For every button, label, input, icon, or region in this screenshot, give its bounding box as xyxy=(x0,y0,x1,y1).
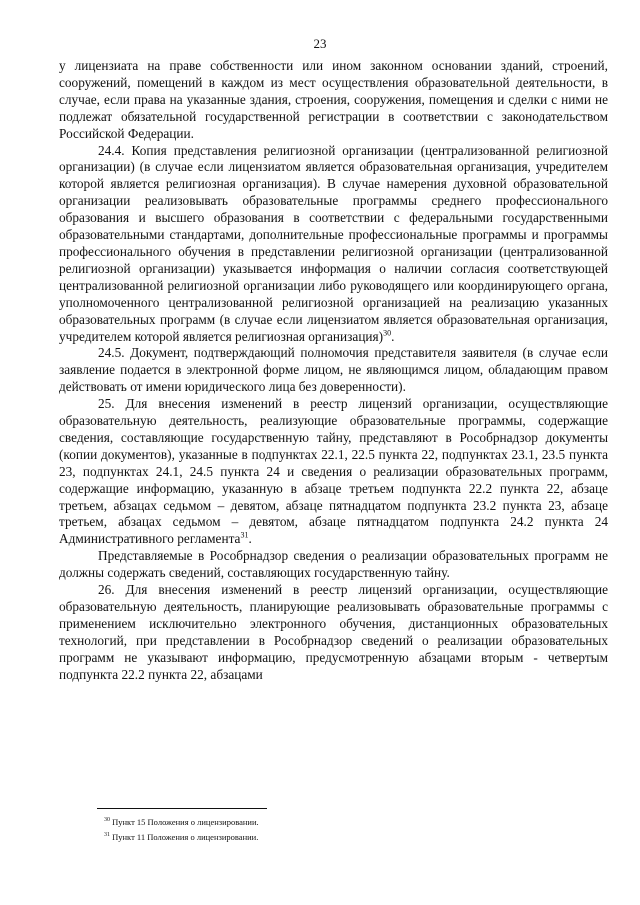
footnote-divider xyxy=(97,808,267,809)
footnote-30: $^{30}$ Пункт 15 Положения о лицензировании. xyxy=(104,817,259,827)
paragraph-26: 26. Для внесения изменений в реестр лицензий организации, осуществляющие образовательную деятельность, планирующие реализовывать образовательные программы с применением исключительно электронного обучения, дистанционных образовательных технологий, при представлении в Рособрнадзор сведений о реализации образовательных программ не указывают информацию, предусмотренную абзацами вторым - четвертым подпункта 22.2 пункта 22, абзацами xyxy=(59,582,608,682)
footnote-31: $^{31}$ Пункт 11 Положения о лицензировании. xyxy=(104,832,259,842)
paragraph-24-5: 24.5. Документ, подтверждающий полномочия представителя заявителя (в случае если заявление подается в электронной форме лицом, не являющимся лицом, обладающим правом действовать от имени юридического лица без доверенности). xyxy=(59,345,608,395)
footnote-ref-30: 30 xyxy=(383,328,392,338)
paragraph-24-4: 24.4. Копия представления религиозной организации (централизованной религиозной организации) (в случае если лицензиатом является образовательная организация, учредителем которой является религиозная организация). В случае намерения духовной образовательной организации реализовывать образовательные программы среднего профессионального образования и высшего образования в соответствии с федеральными государственными образовательными стандартами, дополнительные профессиональные программы и программы профессионального обучения в представлении религиозной организации (централизованной религиозной организации) указывается информация о наличии согласия соответствующей централизованной религиозной организации либо руководящего или координирующего органа, уполномоченного централизованной религиозной организацией на реализацию указанных образовательных программ (в случае если лицензиатом является образовательная организация, учредителем которой является религиозная организация)$^{30}$. xyxy=(59,142,608,344)
footnote-ref-31: 31 xyxy=(240,530,249,540)
paragraph-state-secret: Представляемые в Рособрнадзор сведения о реализации образовательных программ не должны содержать сведений, составляющих государственную тайну. xyxy=(59,548,608,581)
footnotes xyxy=(104,816,584,846)
body-text xyxy=(59,58,608,684)
page-number: 23 xyxy=(313,36,327,51)
paragraph-25: 25. Для внесения изменений в реестр лицензий организации, осуществляющие образовательную деятельность, реализующие образовательные программы, содержащие сведения, составляющие государственную тайну, представляют в Рособрнадзор документы (копии документов), указанные в подпунктах 22.1, 22.5 пункта 22, подпунктах 23.1, 23.5 пункта 23, подпунктах 24.1, 24.5 пункта 24 и сведения о реализации образовательных программ, содержащие информацию, указанную в абзаце третьем подпункта 22.2 пункта 22, абзаце третьем, абзацах седьмом – девятом, абзаце пятнадцатом подпункта 23.2 пункта 23, абзаце третьем, абзацах седьмом – девятом, абзаце пятнадцатом подпункта 24.2 пункта 24 Административного регламента$^{31}$. xyxy=(59,396,608,547)
paragraph-continuation: у лицензиата на праве собственности или ином законном основании зданий, строений, сооружений, помещений в каждом из мест осуществления образовательной деятельности, в случае, если права на указанные здания, строения, сооружения, помещения и сделки с ними не подлежат обязательной государственной регистрации в соответствии с законодательством Российской Федерации. xyxy=(59,58,608,141)
